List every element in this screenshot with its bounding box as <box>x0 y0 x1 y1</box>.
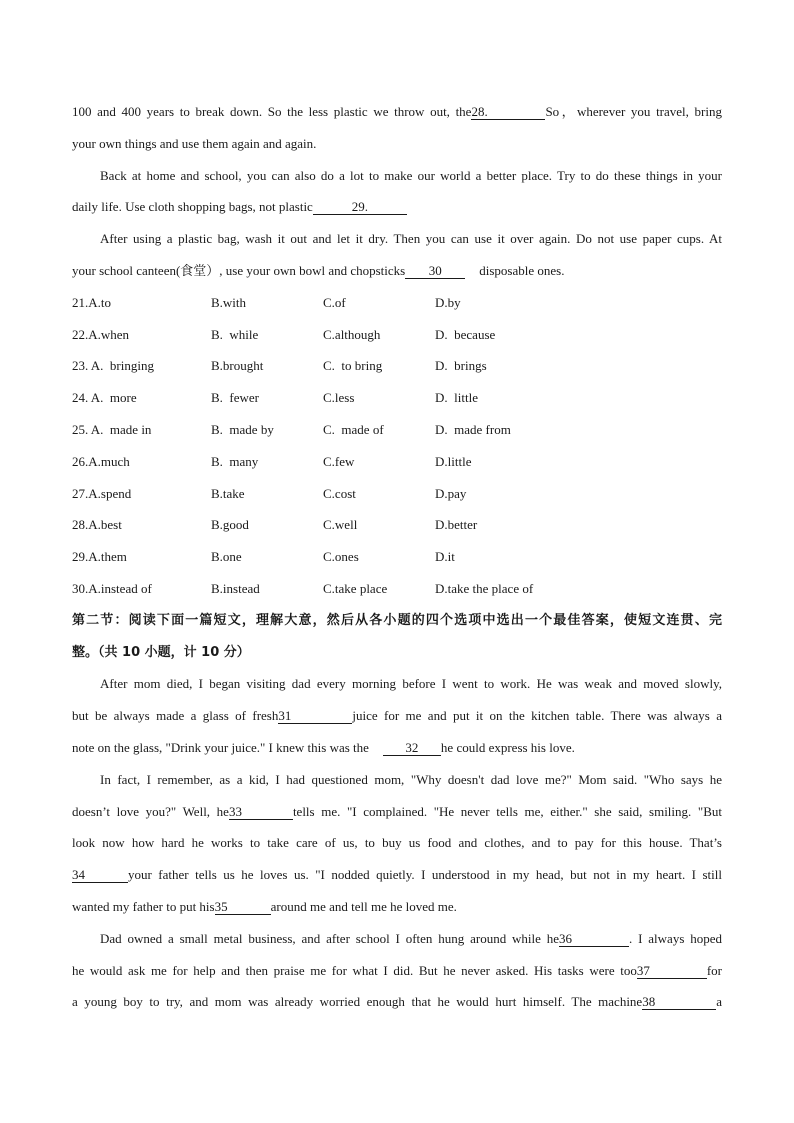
option-number: 23. A. bringing <box>72 358 154 374</box>
option-number: 22.A.when <box>72 326 130 342</box>
option-b: B.take <box>211 485 245 501</box>
passage-line: look now how hard he works to take care of us, to buy us food and clothes, and to pay for this house. That’s <box>72 835 722 851</box>
option-b: B. fewer <box>211 390 260 406</box>
text: wanted my father to put his <box>72 898 215 914</box>
option-b: B.with <box>211 294 247 310</box>
passage-line: Back at home and school, you can also do a lot to make our world a better place. Try to do these things in your <box>100 167 722 183</box>
option-d: D.it <box>435 549 455 565</box>
option-row <box>72 319 722 351</box>
passage-line: After using a plastic bag, wash it out and let it dry. Then you can use it over again. Do not use paper cups. At <box>100 231 722 247</box>
passage-line <box>72 955 722 987</box>
exam-page <box>72 96 722 1018</box>
option-c: C.of <box>323 294 346 310</box>
section-heading: 第二节：阅读下面一篇短文，理解大意，然后从各小题的四个选项中选出一个最佳答案，使短文连贯、完 <box>72 612 722 628</box>
text: a young boy to try, and mom was already worried enough that he would hurt himself. The machine <box>72 994 643 1010</box>
option-d: D.pay <box>435 485 467 501</box>
option-number: 27.A.spend <box>72 485 132 501</box>
option-number: 29.A.them <box>72 549 127 565</box>
option-c: C.take place <box>323 580 388 596</box>
text: he could express his love. <box>440 739 575 755</box>
option-d: D. brings <box>435 358 487 374</box>
option-d: D. little <box>435 390 478 406</box>
blank-31: 31 <box>278 708 352 724</box>
option-c: C.cost <box>323 485 356 501</box>
option-row <box>72 414 722 446</box>
text: . I always hoped <box>629 930 723 946</box>
passage-line: In fact, I remember, as a kid, I had questioned mom, "Why doesn't dad love me?" Mom said. "Who says he <box>100 771 722 787</box>
blank-36: 36 <box>559 931 629 947</box>
text: around me and tell me he loved me. <box>270 898 457 914</box>
option-number: 26.A.much <box>72 453 130 469</box>
option-b: B.one <box>211 549 242 565</box>
option-d: D.take the place of <box>435 580 534 596</box>
text: note on the glass, "Drink your juice." I knew this was the <box>72 739 369 755</box>
option-row <box>72 509 722 541</box>
blank-29: 29. <box>313 199 407 215</box>
option-c: C.ones <box>323 549 359 565</box>
option-b: B. many <box>211 453 259 469</box>
text: your school canteen(食堂）, use your own bowl and chopsticks <box>72 262 406 278</box>
blank-30: 30 <box>405 263 465 279</box>
option-number: 25. A. made in <box>72 421 152 437</box>
option-number: 30.A.instead of <box>72 580 152 596</box>
text: but be always made a glass of fresh <box>72 708 279 724</box>
option-row <box>72 382 722 414</box>
option-row <box>72 541 722 573</box>
text: disposable ones. <box>479 262 565 278</box>
passage-line <box>72 96 722 128</box>
text: So，wherever you travel, bring <box>545 104 722 119</box>
text: your father tells us he loves us. "I nodded quietly. I understood in my head, but not in my heart. I still <box>128 867 722 883</box>
passage-line <box>72 255 722 287</box>
text: a <box>716 994 722 1010</box>
option-c: C.less <box>323 390 355 406</box>
option-d: D.better <box>435 517 478 533</box>
passage-line <box>72 986 722 1018</box>
text: tells me. "I complained. "He never tells me, either." she said, smiling. "But <box>292 803 722 819</box>
option-row <box>72 287 722 319</box>
passage-line <box>72 796 722 828</box>
option-c: C.few <box>323 453 355 469</box>
section-heading: 整。（共 10 小题，计 10 分） <box>72 644 250 660</box>
option-row <box>72 446 722 478</box>
passage-line <box>72 700 722 732</box>
passage-line: your own things and use them again and again. <box>72 135 317 151</box>
option-c: C. to bring <box>323 358 383 374</box>
passage-line <box>72 891 722 923</box>
option-b: B.brought <box>211 358 264 374</box>
option-b: B. made by <box>211 421 274 437</box>
blank-38: 38 <box>642 994 716 1010</box>
option-number: 21.A.to <box>72 294 111 310</box>
option-row <box>72 573 722 605</box>
option-b: B. while <box>211 326 259 342</box>
passage-line <box>72 923 722 955</box>
text: doesn’t love you?" Well, he <box>72 803 229 819</box>
option-number: 24. A. more <box>72 390 137 406</box>
option-row <box>72 350 722 382</box>
blank-34: 34 <box>72 867 128 883</box>
option-c: C.well <box>323 517 358 533</box>
text: 100 and 400 years to break down. So the less plastic we throw out, the <box>72 104 472 119</box>
option-b: B.instead <box>211 580 260 596</box>
text: Dad owned a small metal business, and after school I often hung around while he <box>100 930 560 946</box>
blank-32: 32 <box>383 740 441 756</box>
option-number: 28.A.best <box>72 517 122 533</box>
passage-line <box>72 859 722 891</box>
option-d: D.by <box>435 294 461 310</box>
text: juice for me and put it on the kitchen table. There was always a <box>352 708 722 724</box>
option-d: D. made from <box>435 421 511 437</box>
text: daily life. Use cloth shopping bags, not plastic <box>72 199 313 215</box>
blank-35: 35 <box>215 899 271 915</box>
passage-line <box>72 191 722 223</box>
option-c: C. made of <box>323 421 384 437</box>
options-list <box>72 287 722 605</box>
option-d: D. because <box>435 326 496 342</box>
passage-line <box>72 732 722 764</box>
passage-line: After mom died, I began visiting dad every morning before I went to work. He was weak and moved slowly, <box>100 676 722 692</box>
blank-37: 37 <box>637 963 707 979</box>
option-c: C.although <box>323 326 381 342</box>
option-b: B.good <box>211 517 249 533</box>
option-d: D.little <box>435 453 472 469</box>
option-row <box>72 478 722 510</box>
blank-28: 28. <box>471 104 545 120</box>
text: for <box>706 962 722 978</box>
text: he would ask me for help and then praise me for what I did. But he never asked. His tasks were too <box>72 962 637 978</box>
blank-33: 33 <box>229 804 293 820</box>
